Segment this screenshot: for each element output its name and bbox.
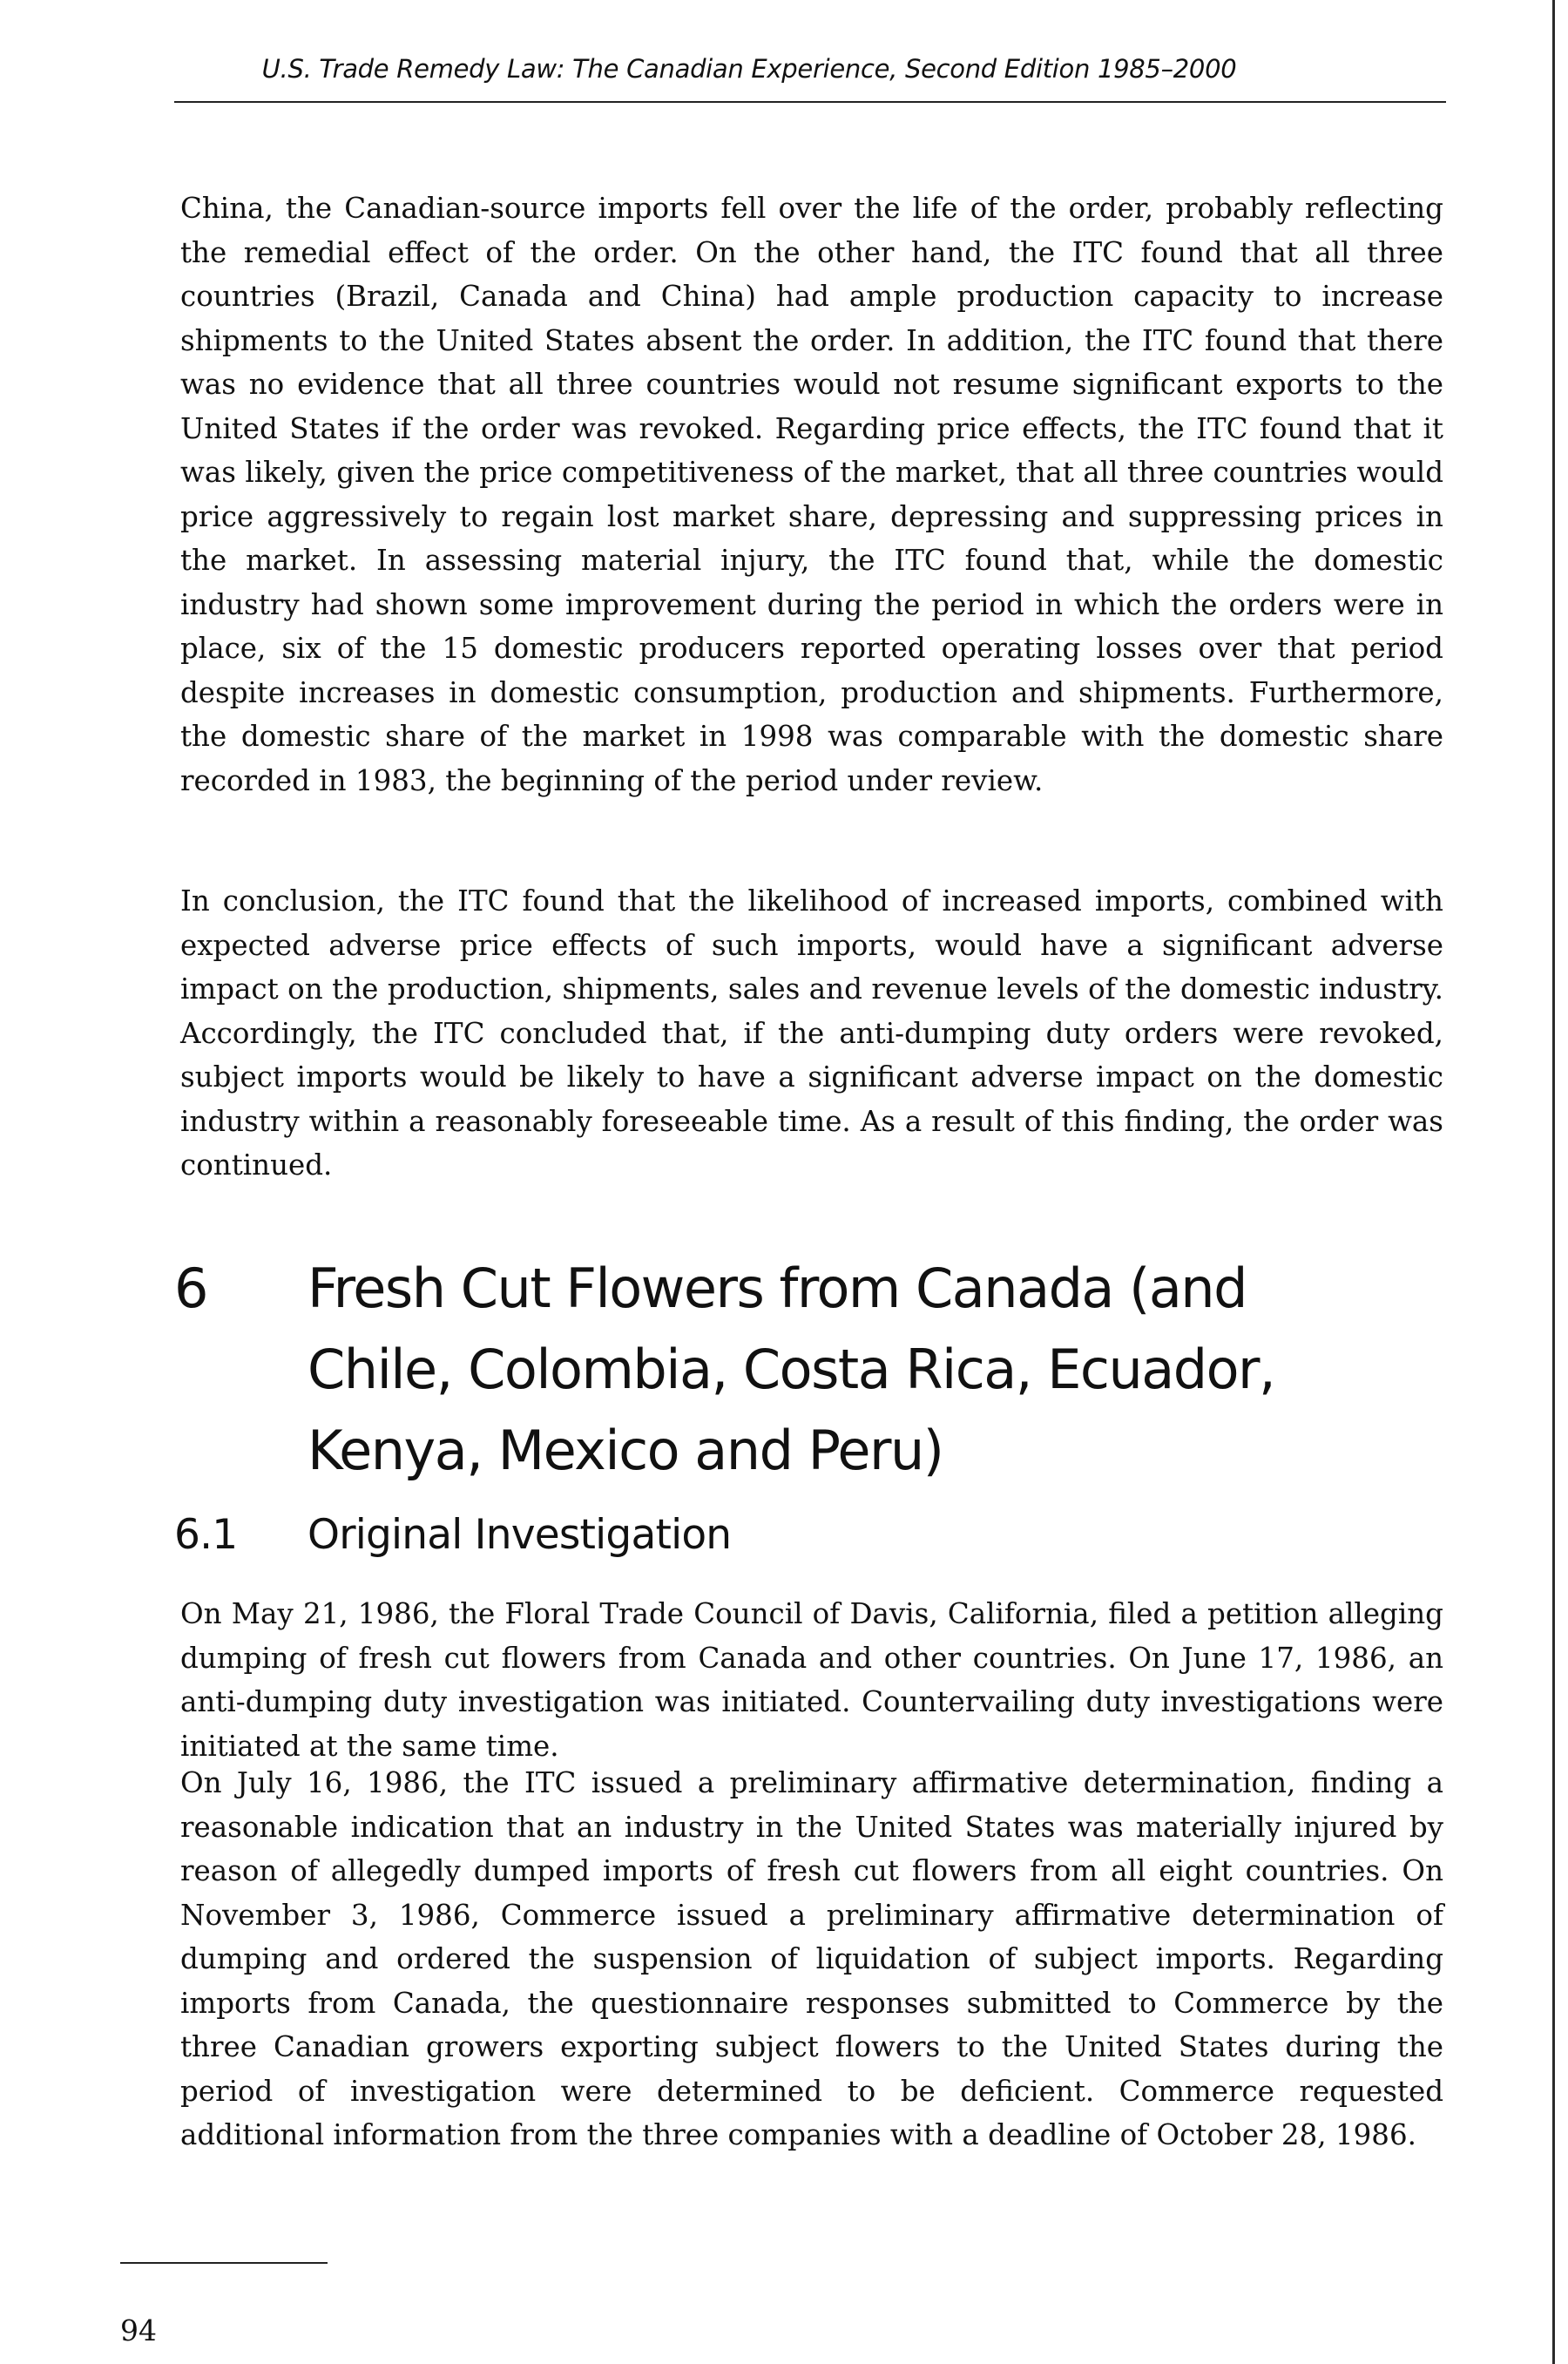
scan-edge-line (1552, 0, 1555, 2364)
chapter-title: Fresh Cut Flowers from Canada (and Chile, Colombia, Costa Rica, Ecuador, Kenya, Mexico and Peru) (308, 1257, 1275, 1482)
section-title: Original Investigation (308, 1511, 732, 1559)
chapter-number: 6 (174, 1257, 207, 1320)
body-paragraph: On May 21, 1986, the Floral Trade Council of Davis, California, filed a petition alleging dumping of fresh cut flowers from Canada and other countries. On June 17, 1986, an anti-dumping duty investigation was initiated. Countervailing duty investigations were initiated at the same time. (180, 1597, 1443, 1763)
footnote-rule (120, 2262, 328, 2264)
running-header: U.S. Trade Remedy Law: The Canadian Experience, Second Edition 1985–2000 (261, 54, 1237, 84)
page-number: 94 (120, 2313, 157, 2347)
section-number: 6.1 (174, 1511, 238, 1559)
body-paragraph: On July 16, 1986, the ITC issued a preliminary affirmative determination, finding a reasonable indication that an industry in the United States was materially injured by reason of allegedly dumped imports of fresh cut flowers from all eight countries. On November 3, 1986, Commerce issued a preliminary affirmative determination of dumping and ordered the suspension of liquidation of subject imports. Regarding imports from Canada, the questionnaire responses submitted to Commerce by the three Canadian growers exporting subject flowers to the United States during the period of investigation were determined to be deficient. Commerce requested additional information from the three companies with a deadline of October 28, 1986. (180, 1766, 1443, 2151)
body-paragraph: In conclusion, the ITC found that the likelihood of increased imports, combined with expected adverse price effects of such imports, would have a significant adverse impact on the production, shipments, sales and revenue levels of the domestic industry. Accordingly, the ITC concluded that, if the anti-dumping duty orders were revoked, subject imports would be likely to have a significant adverse impact on the domestic industry within a reasonably foreseeable time. As a result of this finding, the order was continued. (180, 884, 1443, 1182)
header-rule (174, 101, 1446, 103)
body-paragraph: China, the Canadian-source imports fell over the life of the order, probably reflecting the remedial effect of the order. On the other hand, the ITC found that all three countries (Brazil, Canada and China) had ample production capacity to increase shipments to the United States absent the order. In addition, the ITC found that there was no evidence that all three countries would not resume significant exports to the United States if the order was revoked. Regarding price effects, the ITC found that it was likely, given the price competitiveness of the market, that all three countries would price aggressively to regain lost market share, depressing and suppressing prices in the market. In assessing material injury, the ITC found that, while the domestic industry had shown some improvement during the period in which the orders were in place, six of the 15 domestic producers reported operating losses over that period despite increases in domestic consumption, production and shipments. Furthermore, the domestic share of the market in 1998 was comparable with the domestic share recorded in 1983, the beginning of the period under review. (180, 192, 1443, 797)
